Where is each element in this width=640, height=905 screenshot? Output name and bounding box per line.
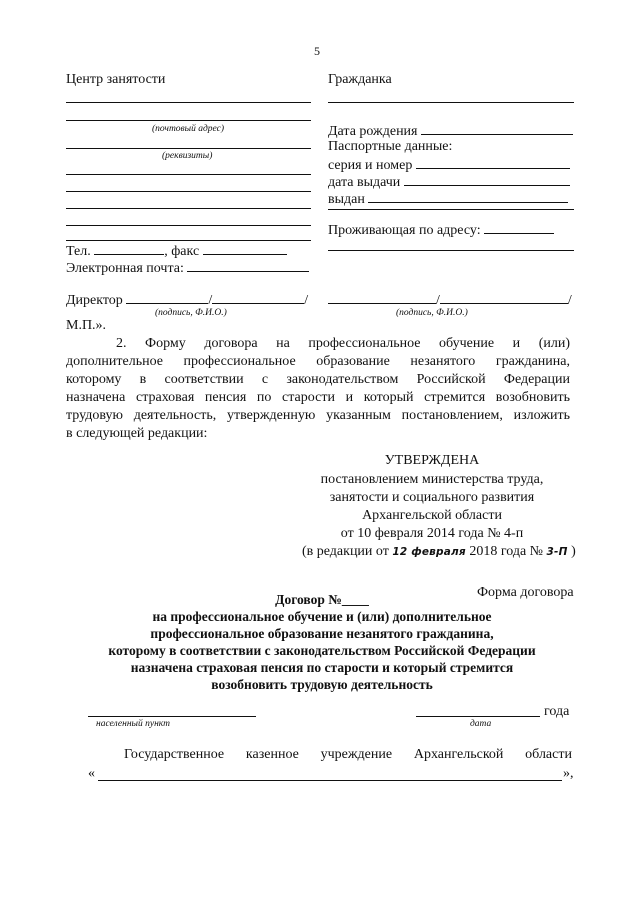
- slash-2: /: [304, 293, 309, 308]
- issue-date-row: [328, 173, 570, 191]
- citizen-title: Гражданка: [328, 72, 392, 87]
- requisites-line-1: [66, 148, 311, 149]
- slash-1: /: [208, 293, 213, 308]
- residing-row: [328, 221, 554, 239]
- contract-line-2: профессиональное образование незанятого гражданина,: [150, 626, 494, 641]
- director-sign-caption: (подпись, Ф.И.О.): [155, 308, 227, 318]
- slash-4: /: [567, 293, 572, 308]
- issued-by-field[interactable]: [368, 190, 568, 203]
- page-number: 5: [314, 44, 320, 58]
- issue-date-field[interactable]: [404, 173, 570, 186]
- residing-label: Проживающая по адресу:: [328, 223, 481, 238]
- citizen-name-field[interactable]: [440, 291, 568, 304]
- contract-line-3: которому в соответствии с законодательством Российской Федерации: [108, 643, 536, 658]
- phone-label: Тел.: [66, 244, 91, 259]
- institution-name-field[interactable]: [98, 780, 562, 781]
- slash-3: /: [436, 293, 440, 308]
- requisites-line-5: [66, 225, 311, 226]
- issued-by-line-2: [328, 209, 574, 210]
- institution-word-5: области: [525, 747, 572, 762]
- fax-field[interactable]: [203, 242, 287, 255]
- director-row: [66, 291, 308, 309]
- birth-date-row: [328, 122, 573, 140]
- form-label: Форма договора: [477, 585, 574, 600]
- stamp-label: М.П.».: [66, 318, 107, 333]
- date-caption: дата: [470, 719, 492, 729]
- paragraph-line-3: которому в соответствии с законодательством Российской Федерации: [66, 372, 570, 387]
- citizen-sign-caption: (подпись, Ф.И.О.): [396, 308, 468, 318]
- approval-line-1: постановлением министерства труда,: [320, 472, 544, 487]
- requisites-line-2: [66, 174, 311, 175]
- approval-line-3: Архангельской области: [362, 508, 502, 523]
- email-label: Электронная почта:: [66, 261, 184, 276]
- institution-word-1: Государственное: [124, 747, 225, 762]
- birth-date-label: Дата рождения: [328, 124, 418, 139]
- employment-center-title: Центр занятости: [66, 72, 166, 87]
- paragraph-line-5: трудовую деятельность, утвержденную указанным постановлением, изложить: [66, 408, 570, 423]
- citizen-signature-field[interactable]: [328, 291, 436, 304]
- requisites-line-4: [66, 208, 311, 209]
- paragraph-line-1: 2. Форму договора на профессиональное обучение и (или): [116, 336, 570, 351]
- residing-line-2: [328, 250, 574, 251]
- requisites-line-6: [66, 240, 311, 241]
- director-label: Директор: [66, 293, 123, 308]
- paragraph-line-4: назначена страховая пенсия по старости и который стремится возобновить: [66, 390, 570, 405]
- amendment-number-handwritten: 3-П: [546, 546, 568, 558]
- issued-by-label: выдан: [328, 192, 365, 207]
- close-quote: »,: [563, 766, 574, 781]
- place-caption: населенный пункт: [96, 719, 170, 729]
- amendment-line: [302, 544, 576, 560]
- residing-field[interactable]: [484, 221, 554, 234]
- year-label: года: [544, 704, 570, 719]
- paragraph-line-6: в следующей редакции:: [66, 426, 208, 441]
- approval-title: УТВЕРЖДЕНА: [384, 453, 480, 468]
- paragraph-line-2: дополнительное профессиональное образование незанятого гражданина,: [66, 354, 570, 369]
- contract-line-4: назначена страховая пенсия по старости и который стремится: [130, 660, 514, 675]
- approval-line-2: занятости и социального развития: [329, 490, 535, 505]
- contract-line-5: возобновить трудовую деятельность: [211, 677, 433, 692]
- address-caption: (почтовый адрес): [152, 124, 225, 134]
- institution-word-2: казенное: [245, 747, 299, 762]
- requisites-line-3: [66, 191, 311, 192]
- phone-field[interactable]: [94, 242, 164, 255]
- series-row: [328, 156, 570, 174]
- address-line-2: [66, 120, 311, 121]
- series-field[interactable]: [416, 156, 570, 169]
- approval-line-4: от 10 февраля 2014 года № 4-п: [340, 526, 524, 541]
- amendment-date-handwritten: 12 февраля: [392, 546, 466, 558]
- email-field[interactable]: [187, 259, 309, 272]
- director-signature-field[interactable]: [126, 291, 208, 304]
- amendment-suffix: ): [571, 544, 576, 559]
- institution-word-4: Архангельской: [413, 747, 504, 762]
- address-line-1: [66, 102, 311, 103]
- place-field[interactable]: [88, 716, 256, 717]
- passport-label: Паспортные данные:: [328, 139, 453, 154]
- birth-date-field[interactable]: [421, 122, 573, 135]
- director-name-field[interactable]: [212, 291, 304, 304]
- open-quote: «: [88, 766, 95, 781]
- amendment-prefix: (в редакции от: [302, 544, 389, 559]
- fax-label: , факс: [164, 244, 200, 259]
- institution-word-3: учреждение: [320, 747, 393, 762]
- contract-title: Договор №____: [275, 592, 369, 607]
- contract-line-1: на профессиональное обучение и (или) дополнительное: [152, 609, 492, 624]
- requisites-caption: (реквизиты): [162, 151, 213, 161]
- series-label: серия и номер: [328, 158, 413, 173]
- issue-date-label: дата выдачи: [328, 175, 401, 190]
- date-field[interactable]: [416, 716, 540, 717]
- issued-by-row: [328, 190, 568, 208]
- amendment-mid: 2018 года №: [469, 544, 544, 559]
- phone-row: [66, 242, 287, 260]
- email-row: [66, 259, 309, 277]
- citizen-sign-row: [328, 291, 572, 309]
- citizen-name-line: [328, 102, 574, 103]
- institution-line: [124, 747, 572, 763]
